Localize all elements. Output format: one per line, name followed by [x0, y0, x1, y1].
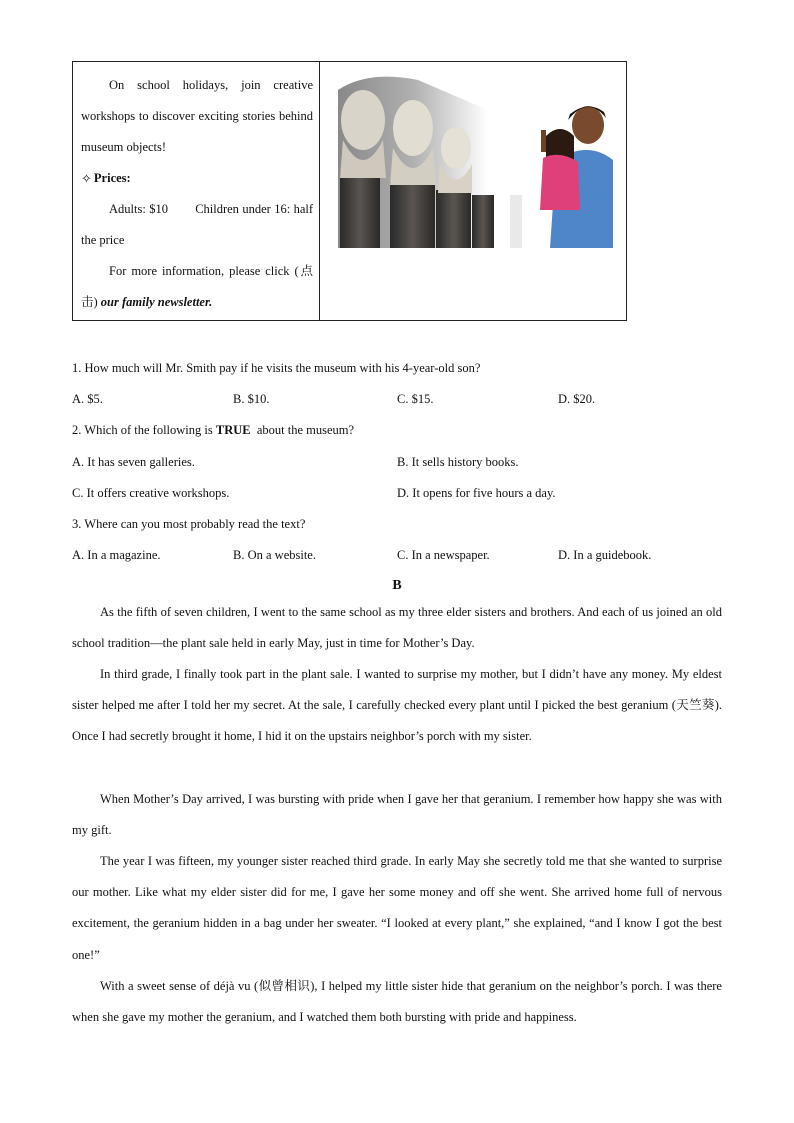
- diamond-icon: ✧: [81, 171, 92, 186]
- price-line: [81, 194, 313, 256]
- prices-heading: Prices:: [93, 171, 131, 185]
- passage-paragraph-3: When Mother’s Day arrived, I was bursting with pride when I gave her that geranium. I remember how happy she was with my gift.: [72, 792, 722, 838]
- passage-paragraph-4: The year I was fifteen, my younger sister reached third grade. In early May she secretly told me that she wanted to surprise our mother. Like what my elder sister did for me, I gave her some money and off she went. She arrived home full of nervous excitement, the geranium hidden in a bag under her sweater. “I looked at every plant,” she explained, “and I know I got the best one!”: [72, 854, 722, 962]
- section-b-heading: B: [392, 578, 402, 593]
- q2-stem-bold: TRUE: [215, 423, 251, 437]
- child-price: Children under 16: half the price: [81, 202, 314, 247]
- question-1: 1. How much will Mr. Smith pay if he visits the museum with his 4-year-old son?: [72, 361, 481, 375]
- q3-option-d[interactable]: D. In a guidebook.: [558, 548, 652, 562]
- newsletter-link[interactable]: our family newsletter.: [100, 295, 213, 309]
- passage-paragraph-1: As the fifth of seven children, I went to the same school as my three elder sisters and brothers. And each of us joined an old school tradition—the plant sale held in early May, just in time for Mother’s Day.: [72, 605, 722, 651]
- more-info-text: For more information, please click (点击): [81, 264, 313, 309]
- q3-option-a[interactable]: A. In a magazine.: [72, 548, 161, 562]
- passage-paragraph-5: With a sweet sense of déjà vu (似曾相识), I helped my little sister hide that geranium on the neighbor’s porch. I was there when she gave my mother the geranium, and I watched them both bursting with pride and happiness.: [72, 979, 722, 1025]
- q2-option-c[interactable]: C. It offers creative workshops.: [72, 486, 230, 500]
- prices-heading-row: [81, 163, 313, 194]
- q3-option-c[interactable]: C. In a newspaper.: [397, 548, 490, 562]
- notice-intro: On school holidays, join creative workshops to discover exciting stories behind museum objects!: [81, 78, 313, 154]
- q1-option-a[interactable]: A. $5.: [72, 392, 103, 406]
- q2-stem-pre: 2. Which of the following is: [72, 423, 216, 437]
- q2-option-a[interactable]: A. It has seven galleries.: [72, 455, 195, 469]
- notice-box: [72, 61, 627, 321]
- q3-option-b[interactable]: B. On a website.: [233, 548, 316, 562]
- museum-photo: [338, 70, 613, 248]
- notice-text: [81, 70, 313, 318]
- question-3: 3. Where can you most probably read the text?: [72, 517, 306, 531]
- q2-option-b[interactable]: B. It sells history books.: [397, 455, 519, 469]
- question-2: [72, 423, 354, 438]
- passage-paragraph-2: In third grade, I finally took part in the plant sale. I wanted to surprise my mother, but I didn’t have any money. My eldest sister helped me after I told her my secret. At the sale, I carefully checked every plant until I picked the best geranium (天竺葵). Once I had secretly brought it home, I hid it on the upstairs neighbor’s porch with my sister.: [72, 667, 722, 744]
- table-divider: [319, 62, 320, 320]
- q2-option-d[interactable]: D. It opens for five hours a day.: [397, 486, 556, 500]
- q1-option-b[interactable]: B. $10.: [233, 392, 270, 406]
- q1-option-c[interactable]: C. $15.: [397, 392, 434, 406]
- adult-price: Adults: $10: [109, 202, 168, 216]
- q2-stem-post: about the museum?: [250, 423, 355, 437]
- more-info: [81, 256, 313, 318]
- q1-option-d[interactable]: D. $20.: [558, 392, 596, 406]
